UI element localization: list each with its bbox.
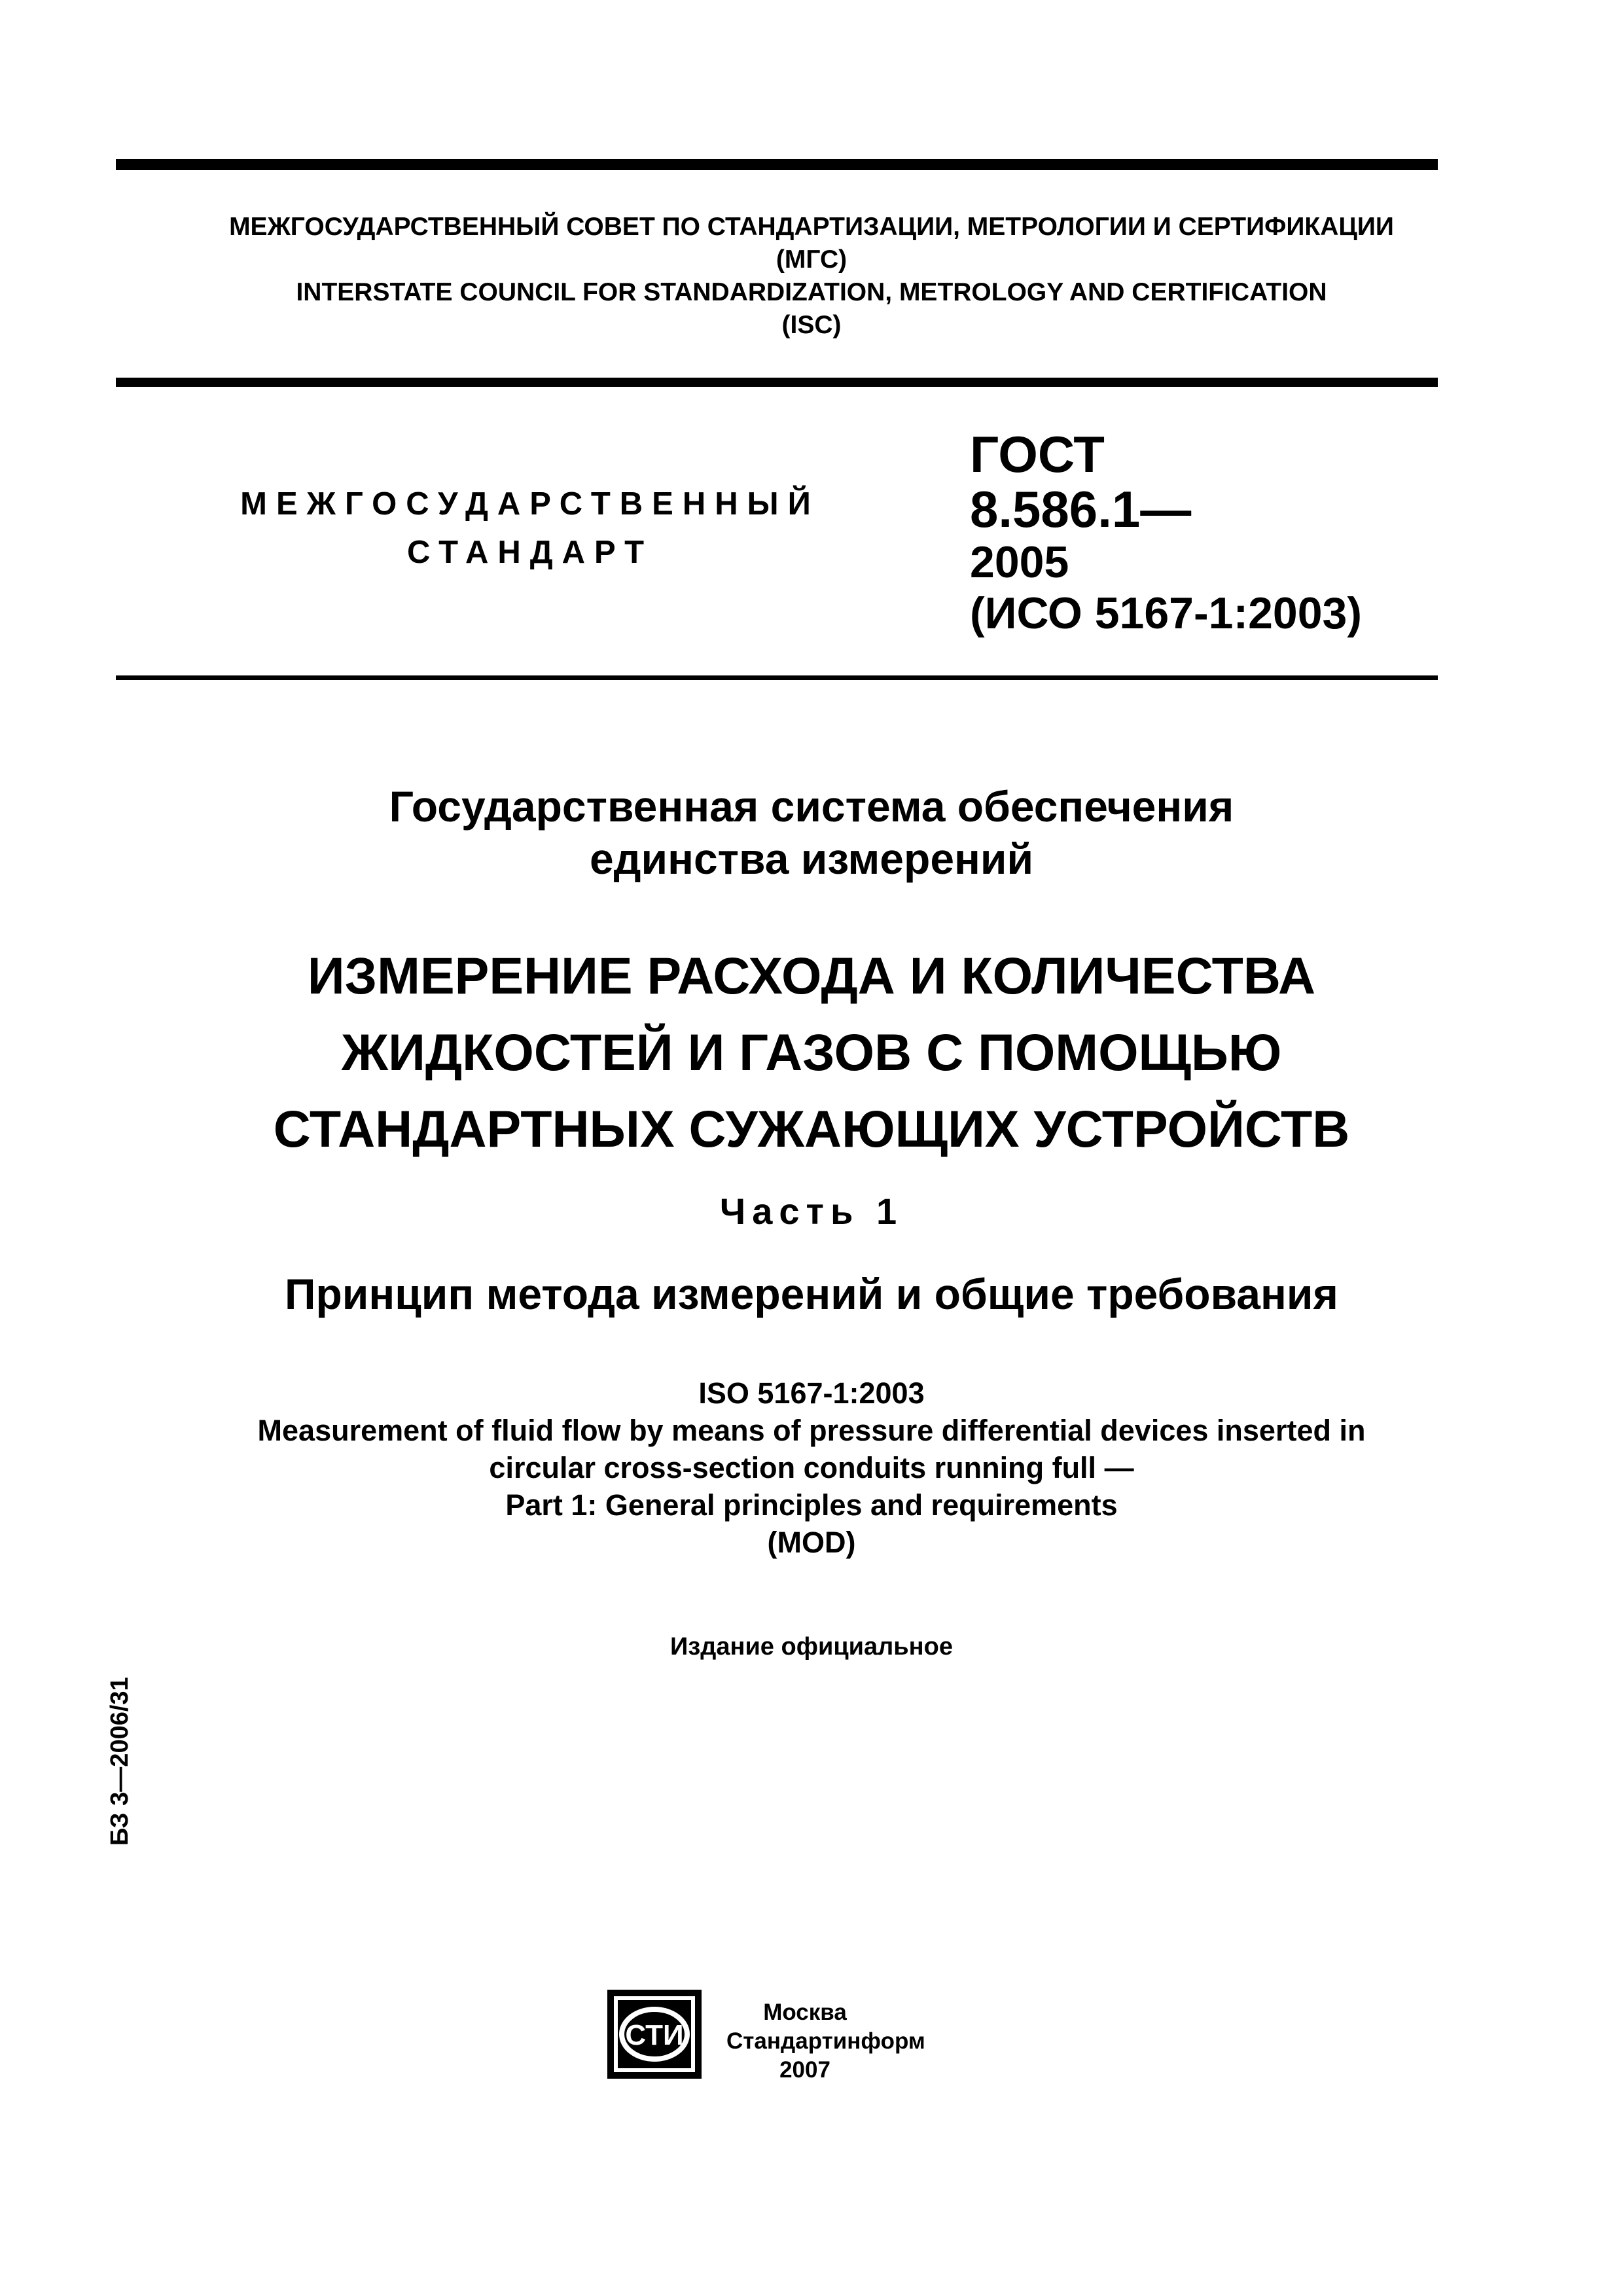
publisher-year: 2007 — [779, 2057, 830, 2083]
designation-iso-ref: (ИСО 5167-1:2003) — [970, 588, 1363, 638]
publisher-name: Стандартинформ — [726, 2028, 925, 2054]
standard-type-line1: МЕЖГОСУДАРСТВЕННЫЙ — [240, 486, 820, 522]
standard-type-line2: СТАНДАРТ — [406, 535, 654, 570]
council-header — [0, 211, 1623, 342]
system-title-line2: единства измерений — [589, 834, 1034, 883]
publisher — [726, 1998, 925, 2085]
council-name-en: INTERSTATE COUNCIL FOR STANDARDIZATION, METROLOGY AND CERTIFICATION — [296, 278, 1327, 306]
standard-type — [190, 480, 870, 577]
main-title-line2: ЖИДКОСТЕЙ И ГАЗОВ С ПОМОЩЬЮ — [341, 1023, 1282, 1081]
edition-label: Издание официальное — [670, 1633, 953, 1660]
top-rule — [116, 159, 1438, 170]
main-title-line3: СТАНДАРТНЫХ СУЖАЮЩИХ УСТРОЙСТВ — [273, 1100, 1350, 1158]
part-title: Принцип метода измерений и общие требования — [285, 1270, 1338, 1318]
system-title-line1: Государственная система обеспечения — [389, 782, 1234, 831]
council-name-ru: МЕЖГОСУДАРСТВЕННЫЙ СОВЕТ ПО СТАНДАРТИЗАЦИИ, МЕТРОЛОГИИ И СЕРТИФИКАЦИИ — [229, 213, 1394, 241]
council-abbr-ru: (МГС) — [776, 245, 847, 274]
designation-number: 8.586.1— — [970, 480, 1192, 538]
main-title-line1: ИЗМЕРЕНИЕ РАСХОДА И КОЛИЧЕСТВА — [307, 946, 1316, 1005]
standard-designation — [970, 427, 1362, 639]
iso-title-line3: Part 1: General principles and requirements — [505, 1488, 1118, 1522]
iso-reference — [0, 1374, 1623, 1561]
iso-title-line1: Measurement of fluid flow by means of pressure differential devices inserted in — [257, 1414, 1366, 1447]
standartinform-logo-icon — [607, 1990, 702, 2079]
iso-title-line4: (MOD) — [767, 1526, 856, 1559]
side-code: БЗ 3—2006/31 — [106, 1677, 134, 1846]
iso-title-line2: circular cross-section conduits running full — — [489, 1451, 1134, 1484]
header-rule — [116, 378, 1438, 387]
publisher-city: Москва — [763, 2000, 847, 2025]
logo-text: СТИ — [625, 2019, 684, 2051]
designation-year: 2005 — [970, 537, 1069, 587]
main-title — [0, 937, 1623, 1167]
system-title — [0, 780, 1623, 885]
designation-rule — [116, 675, 1438, 680]
designation-prefix: ГОСТ — [970, 425, 1105, 483]
part-label: Часть 1 — [719, 1191, 904, 1232]
council-abbr-en: (ISC) — [781, 311, 842, 339]
iso-code: ISO 5167-1:2003 — [698, 1376, 925, 1410]
